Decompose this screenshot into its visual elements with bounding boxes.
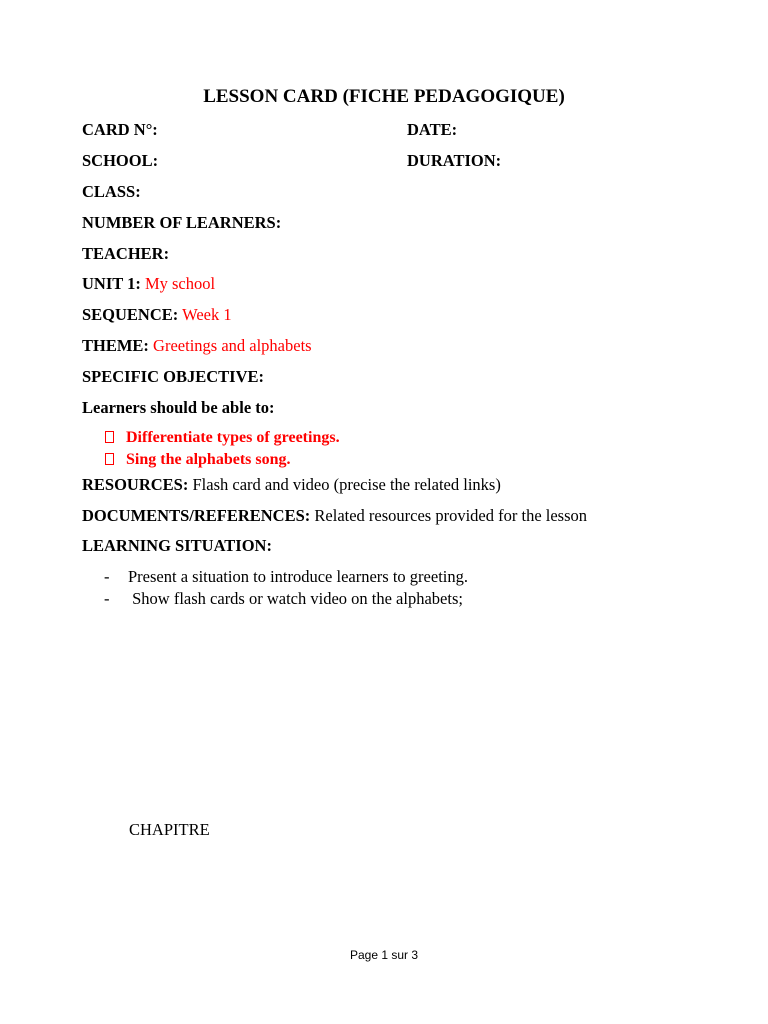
dash-bullet-icon: - [104, 567, 110, 586]
chapter-text: CHAPITRE [129, 820, 210, 839]
resources-label: RESOURCES: [82, 475, 189, 494]
objective-item: Differentiate types of greetings. [105, 429, 340, 447]
learning-situation-label: LEARNING SITUATION: [82, 536, 272, 555]
theme-value: Greetings and alphabets [153, 336, 312, 355]
documents-line [82, 506, 587, 526]
specific-objective-label: SPECIFIC OBJECTIVE: [82, 367, 264, 386]
class-label: CLASS: [82, 182, 141, 201]
number-of-learners-label: NUMBER OF LEARNERS: [82, 213, 282, 232]
sequence-line [82, 305, 232, 325]
teacher-label: TEACHER: [82, 244, 170, 263]
documents-value: Related resources provided for the lesson [314, 506, 588, 525]
card-number-label: CARD N°: [82, 120, 158, 139]
date-label: DATE: [407, 120, 458, 139]
situation-item: - Show flash cards or watch video on the alphabets; [104, 589, 463, 608]
unit-value: My school [144, 274, 216, 293]
school-label: SCHOOL: [82, 151, 159, 170]
unit-label: UNIT 1: [82, 274, 141, 293]
unit-line [82, 274, 215, 294]
bullet-box-icon [105, 431, 114, 443]
duration-label: DURATION: [407, 151, 502, 170]
resources-value: Flash card and video (precise the related links) [192, 475, 501, 494]
resources-line [82, 475, 501, 495]
theme-line [82, 336, 312, 356]
documents-label: DOCUMENTS/REFERENCES: [82, 506, 311, 525]
sequence-value: Week 1 [182, 305, 232, 324]
page-footer: Page 1 sur 3 [349, 948, 419, 962]
able-to-label: Learners should be able to: [82, 398, 275, 417]
objective-item: Sing the alphabets song. [105, 451, 291, 469]
document-title: LESSON CARD (FICHE PEDAGOGIQUE) [203, 86, 565, 107]
sequence-label: SEQUENCE: [82, 305, 179, 324]
dash-bullet-icon: - [104, 589, 110, 608]
theme-label: THEME: [82, 336, 149, 355]
bullet-box-icon [105, 453, 114, 465]
situation-item: - Present a situation to introduce learners to greeting. [104, 567, 468, 586]
